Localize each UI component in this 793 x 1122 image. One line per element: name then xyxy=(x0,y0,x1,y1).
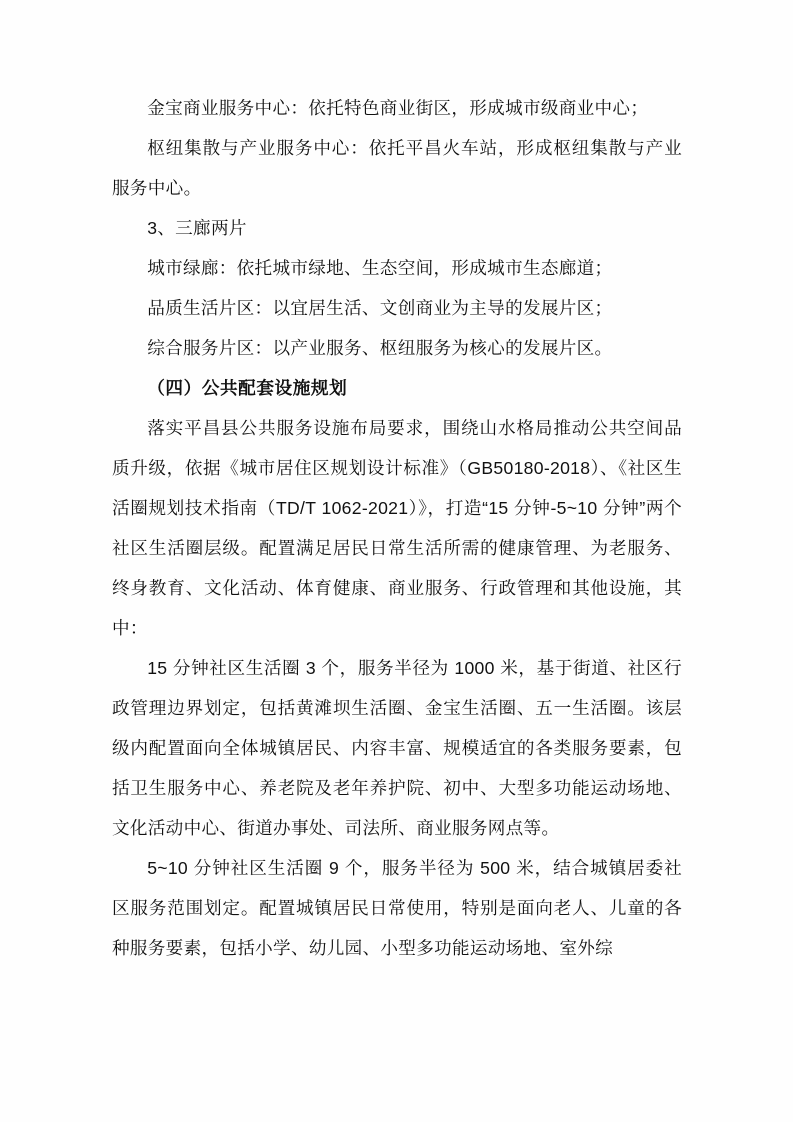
paragraph-quality-living: 品质生活片区：以宜居生活、文创商业为主导的发展片区； xyxy=(147,298,613,318)
paragraph-comprehensive-service: 综合服务片区：以产业服务、枢纽服务为核心的发展片区。 xyxy=(147,338,613,358)
paragraph-body-2: 15 分钟社区生活圈 3 个，服务半径为 1000 米，基于街道、社区行政管理边界划定，包括黄滩坝生活圈、金宝生活圈、五一生活圈。该层级内配置面向全体城镇居民、内容丰富、规模适宜的各类服务要素，包括卫生服务中心、养老院及老年养护院、初中、大型多功能运动场地、文化活动中心、街道办事处、司法所、商业服务网点等。 xyxy=(112,658,682,838)
paragraph-hub-center: 枢纽集散与产业服务中心：依托平昌火车站，形成枢纽集散与产业服务中心。 xyxy=(112,138,682,198)
paragraph-jinbao-center: 金宝商业服务中心：依托特色商业街区，形成城市级商业中心； xyxy=(147,98,649,118)
paragraph-green-corridor: 城市绿廊：依托城市绿地、生态空间，形成城市生态廊道； xyxy=(147,258,613,278)
paragraph-section-3: 3、三廊两片 xyxy=(147,218,247,238)
paragraph-body-1: 落实平昌县公共服务设施布局要求，围绕山水格局推动公共空间品质升级，依据《城市居住区规划设计标准》（GB50180-2018）、《社区生活圈规划技术指南（TD/T 1062-2021）》，打造“15 分钟-5~10 分钟”两个社区生活圈层级。配置满足居民日常生活所需的健康管理、为老服务、终身教育、文化活动、体育健康、商业服务、行政管理和其他设施，其中： xyxy=(112,418,682,638)
document-body xyxy=(112,88,682,968)
paragraph-body-3: 5~10 分钟社区生活圈 9 个，服务半径为 500 米，结合城镇居委社区服务范围划定。配置城镇居民日常使用，特别是面向老人、儿童的各种服务要素，包括小学、幼儿园、小型多功能运动场地、室外综 xyxy=(112,858,682,958)
section-heading-four: （四）公共配套设施规划 xyxy=(147,378,348,398)
